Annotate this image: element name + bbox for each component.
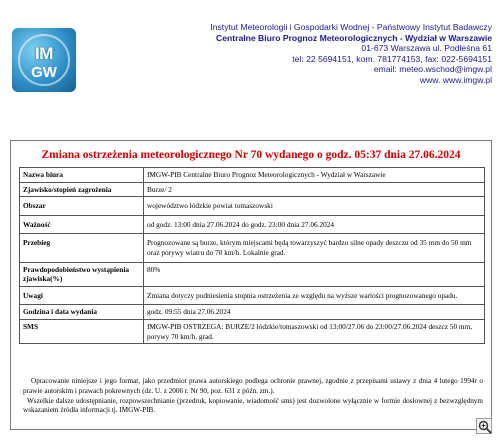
row-value: od godz. 13:00 dnia 27.06.2024 do godz. 23:00 dnia 27.06.2024 (144, 215, 485, 234)
row-value: 80% (144, 262, 485, 286)
bureau-name: Centralne Biuro Prognoz Meteorologicznych - Wydział w Warszawie (216, 32, 492, 43)
table-row (20, 182, 485, 197)
row-value: województwo łódzkie powiat tomaszowski (144, 197, 485, 216)
table-row (20, 286, 485, 305)
copyright-paragraph-2: Wszelkie dalsze udostępnianie, rozpowszechnianie (przedruk, kopiowanie, wiadomość sms) jest dozwolone wyłącznie w formie dosłownej z bezwzględnym wskazaniem źródła informacji tj. IMGW-PIB. (23, 396, 483, 415)
warning-table (19, 167, 485, 344)
phone: tel: 22 5694151, kom. 781774153, fax: 022-5694151 (292, 53, 492, 64)
row-label: Uwagi (20, 286, 144, 305)
row-value: IMGW-PIB Centralne Biuro Prognoz Meteorologicznych - Wydział w Warszawie (144, 168, 485, 183)
warning-panel (10, 140, 492, 430)
table-row (20, 319, 485, 343)
row-label: Prawdopodobieństwo wystąpienia zjawiska(%) (20, 262, 144, 286)
institute-name: Instytut Meteorologii i Gospodarki Wodnej - Państwowy Instytut Badawczy (210, 22, 492, 32)
table-row (20, 215, 485, 234)
table-row (20, 197, 485, 216)
row-label: SMS (20, 319, 144, 343)
row-value: Burze/ 2 (144, 182, 485, 197)
row-label: Godzina i data wydania (20, 305, 144, 320)
address: 01-673 Warszawa ul. Podleśna 61 (361, 43, 492, 54)
copyright-note (23, 377, 483, 416)
row-value: IMGW-PIB OSTRZEGA: BURZE/2 łódzkie/tomaszowski od 13:00/27.06 do 23:00/27.06.2024 deszcz 50 mm, porywy 70 km/h, grad. (144, 319, 485, 343)
warning-title: Zmiana ostrzeżenia meteorologicznego Nr 70 wydanego o godz. 05:37 dnia 27.06.2024 (41, 149, 461, 161)
table-row (20, 262, 485, 286)
row-label: Nazwa biura (20, 168, 144, 183)
zoom-in-icon[interactable] (476, 418, 492, 434)
logo-text-top: IM (35, 44, 53, 63)
row-value: Prognozowane są burze, którym miejscami będą towarzyszyć bardzo silne opady deszczu od 35 mm do 50 mm oraz porywy wiatru do 70 km/h. Lokalnie grad. (144, 234, 485, 262)
email: email: meteo.wschod@imgw.pl (373, 64, 492, 75)
row-label: Zjawisko/stopień zagrożenia (20, 182, 144, 197)
website: www. www.imgw.pl (419, 74, 492, 85)
row-label: Przebieg (20, 234, 144, 262)
row-value: Zmiana dotyczy podniesienia stopnia ostrzeżenia ze względu na wyższe wartości prognozowanego opadu. (144, 286, 485, 305)
institute-header (162, 22, 492, 86)
row-value: godz. 09:55 dnia 27.06.2024 (144, 305, 485, 320)
table-row (20, 168, 485, 183)
copyright-paragraph-1: Opracowanie niniejsze i jego format, jako przedmiot prawa autorskiego podlega ochronie prawnej, zgodnie z przepisami ustawy z dnia 4 lutego 1994r o prawie autorskim i prawach pokrewnych (dz. U. z 2006 r. Nr 90, poz. 631 z późn. zm.). (23, 377, 483, 395)
table-row (20, 305, 485, 320)
row-label: Ważność (20, 215, 144, 234)
table-row (20, 234, 485, 262)
row-label: Obszar (20, 197, 144, 216)
imgw-logo (12, 28, 76, 92)
logo-text-bottom: GW (31, 64, 57, 81)
